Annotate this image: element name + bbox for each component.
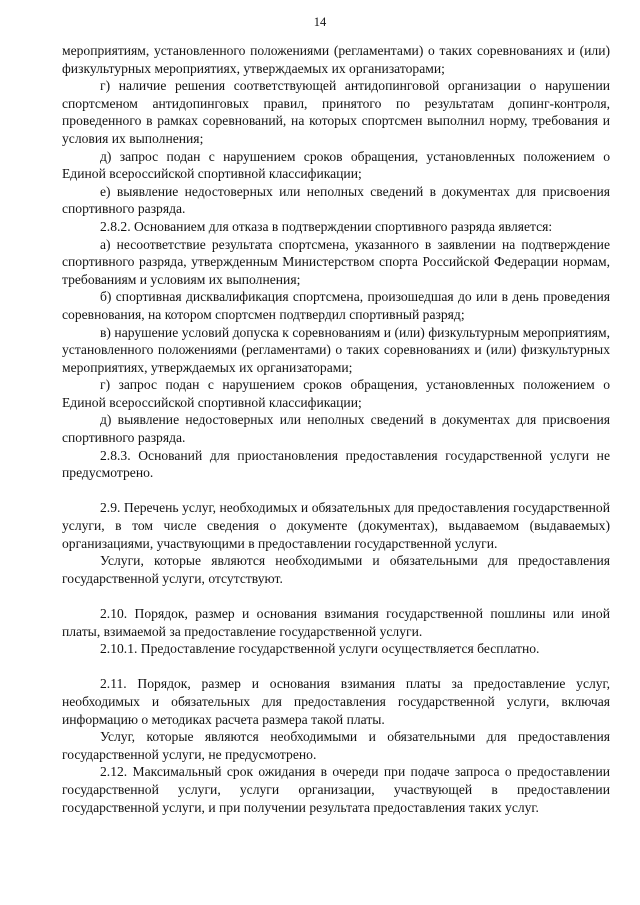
paragraph: а) несоответствие результата спортсмена, указанного в заявлении на подтверждение спортивного разряда, утвержденным Министерством спорта Российской Федерации нормам, требованиям и условиям их выполнения; — [62, 236, 610, 287]
paragraph: 2.10.1. Предоставление государственной услуги осуществляется бесплатно. — [100, 641, 540, 657]
document-body — [62, 42, 610, 816]
page-number: 14 — [313, 15, 327, 29]
paragraph: 2.10. Порядок, размер и основания взимания государственной пошлины или иной платы, взимаемой за предоставление государственной услуги. — [62, 606, 610, 639]
paragraph: 2.12. Максимальный срок ожидания в очереди при подаче запроса о предоставлении государственной услуги, услуги организации, участвующей в предоставлении государственной услуги, и при получении результата предоставления таких услуг. — [62, 764, 610, 815]
paragraph: мероприятиям, установленного положениями (регламентами) о таких соревнованиях и (или) физкультурных мероприятиях, утверждаемых их организаторами; — [62, 43, 610, 76]
paragraph: 2.8.2. Основанием для отказа в подтверждении спортивного разряда является: — [100, 218, 553, 234]
paragraph: 2.9. Перечень услуг, необходимых и обязательных для предоставления государственной услуги, в том числе сведения о документе (документах), выдаваемом (выдаваемых) организациями, участвующими в предоставлении государственной услуги. — [62, 500, 610, 551]
paragraph: д) выявление недостоверных или неполных сведений в документах для присвоения спортивного разряда. — [62, 412, 610, 446]
paragraph: б) спортивная дисквалификация спортсмена, произошедшая до или в день проведения соревнования, на котором спортсмен подтвердил спортивный разряд; — [62, 289, 610, 322]
paragraph: 2.8.3. Оснований для приостановления предоставления государственной услуги не предусмотрено. — [62, 447, 610, 481]
paragraph: 2.11. Порядок, размер и основания взимания платы за предоставление услуг, необходимых и обязательных для предоставления государственной услуги, включая информацию о методиках расчета размера такой платы. — [62, 676, 610, 727]
paragraph: е) выявление недостоверных или неполных сведений в документах для присвоения спортивного разряда. — [62, 183, 610, 217]
paragraph-gap — [62, 482, 610, 500]
paragraph-gap — [62, 658, 610, 676]
paragraph: г) запрос подан с нарушением сроков обращения, установленных положением о Единой всероссийской спортивной классификации; — [62, 377, 610, 410]
paragraph: в) нарушение условий допуска к соревнованиям и (или) физкультурным мероприятиям, установленного положениями (регламентами) о таких соревнованиях и (или) физкультурных мероприятиях, утверждаемых их организаторами; — [62, 324, 610, 375]
paragraph: Услуг, которые являются необходимыми и обязательными для предоставления государственной услуги, не предусмотрено. — [62, 729, 610, 762]
paragraph: Услуги, которые являются необходимыми и обязательными для предоставления государственной услуги, отсутствуют. — [62, 553, 610, 586]
paragraph: д) запрос подан с нарушением сроков обращения, установленных положением о Единой всероссийской спортивной классификации; — [62, 148, 610, 182]
paragraph-gap — [62, 587, 610, 605]
paragraph: г) наличие решения соответствующей антидопинговой организации о нарушении спортсменом антидопинговых правил, принятого по результатам допинг-контроля, проведенного в рамках соревнований, на которых спортсмен выполнил норму, требования и условия их выполнения; — [62, 78, 610, 146]
